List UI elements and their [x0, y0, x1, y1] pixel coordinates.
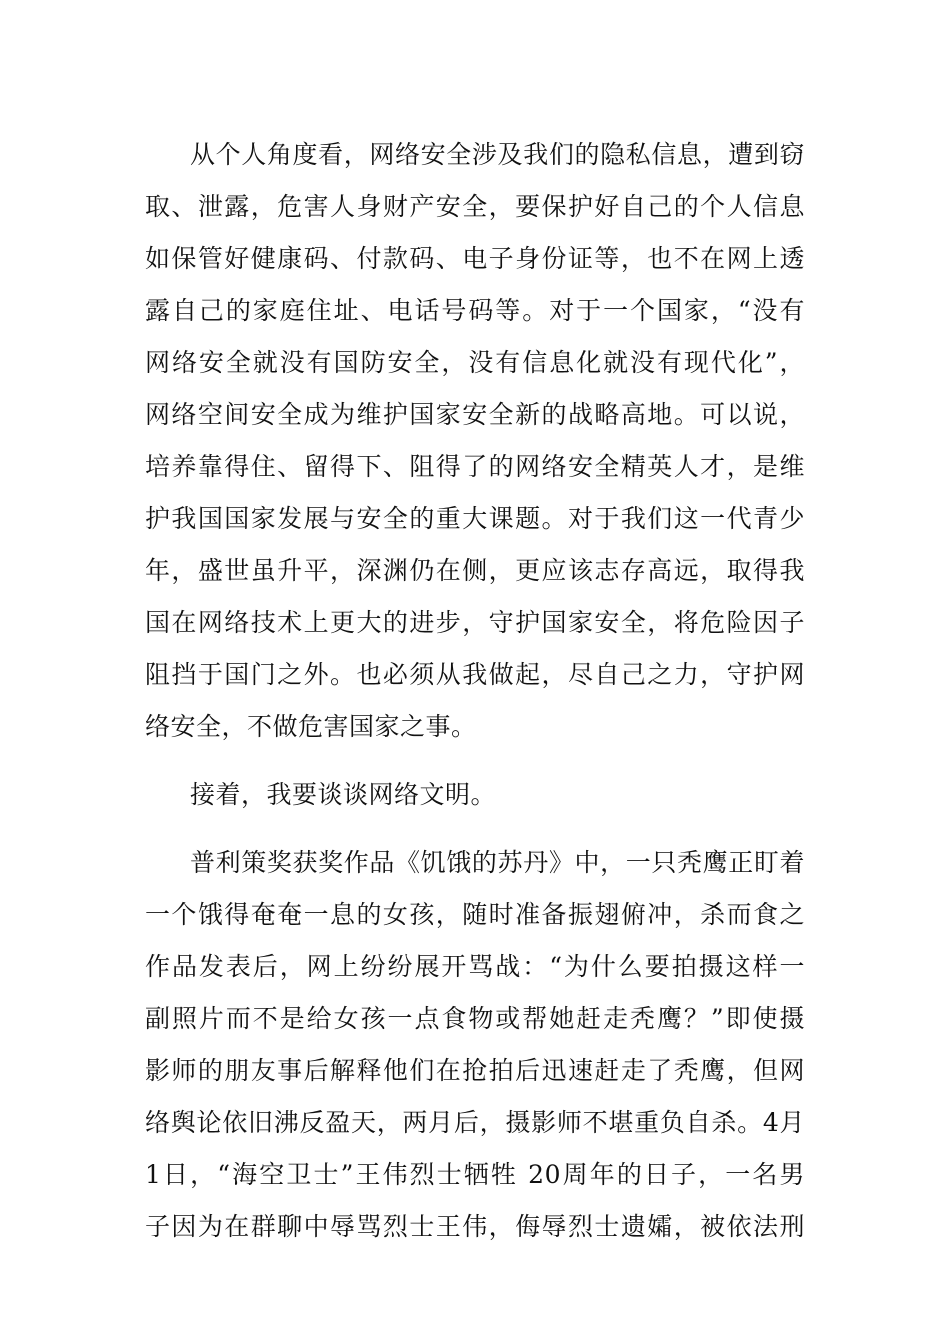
text-line: 作品发表后，网上纷纷展开骂战：“为什么要拍摄这样一	[145, 952, 805, 981]
text-line: 取、泄露，危害人身财产安全，要保护好自己的个人信息	[145, 192, 805, 221]
text-line: 阻挡于国门之外。也必须从我做起，尽自己之力，守护网	[145, 660, 805, 689]
text-line: 副照片而不是给女孩一点食物或帮她赶走秃鹰？”即使摄	[145, 1004, 805, 1033]
text-line: 子因为在群聊中辱骂烈士王伟，侮辱烈士遗孀，被依法刑	[145, 1212, 805, 1241]
text-line: 年，盛世虽升平，深渊仍在侧，更应该志存高远，取得我	[145, 556, 805, 585]
text-line: 如保管好健康码、付款码、电子身份证等，也不在网上透	[145, 244, 805, 273]
text-line: 络安全，不做危害国家之事。	[145, 712, 477, 741]
paragraph-network-civility-intro	[145, 769, 805, 821]
text-line: 影师的朋友事后解释他们在抢拍后迅速赶走了秃鹰，但网	[145, 1056, 805, 1085]
text-line: 培养靠得住、留得下、阻得了的网络安全精英人才，是维	[145, 452, 805, 481]
text-line: 从个人角度看，网络安全涉及我们的隐私信息，遭到窃	[190, 140, 805, 169]
text-line: 网络空间安全成为维护国家安全新的战略高地。可以说，	[145, 400, 805, 429]
text-line: 露自己的家庭住址、电话号码等。对于一个国家，“没有	[145, 296, 805, 325]
text-line: 国在网络技术上更大的进步，守护国家安全，将危险因子	[145, 608, 805, 637]
text-line: 普利策奖获奖作品《饥饿的苏丹》中，一只秃鹰正盯着	[190, 848, 805, 877]
text-line: 络舆论依旧沸反盈天，两月后，摄影师不堪重负自杀。4月	[145, 1108, 805, 1137]
paragraph-spacer	[145, 753, 805, 769]
paragraph-pulitzer-example	[145, 837, 805, 1253]
text-line: 一个饿得奄奄一息的女孩，随时准备振翅俯冲，杀而食之	[145, 900, 805, 929]
text-line: 1日，“海空卫士”王伟烈士牺牲 20周年的日子，一名男	[145, 1160, 805, 1189]
document-body	[145, 129, 805, 1253]
paragraph-personal-privacy	[145, 129, 805, 753]
paragraph-spacer	[145, 821, 805, 837]
text-line: 护我国国家发展与安全的重大课题。对于我们这一代青少	[145, 504, 805, 533]
text-line: 网络安全就没有国防安全，没有信息化就没有现代化”，	[145, 348, 805, 377]
text-line: 接着，我要谈谈网络文明。	[190, 780, 497, 809]
